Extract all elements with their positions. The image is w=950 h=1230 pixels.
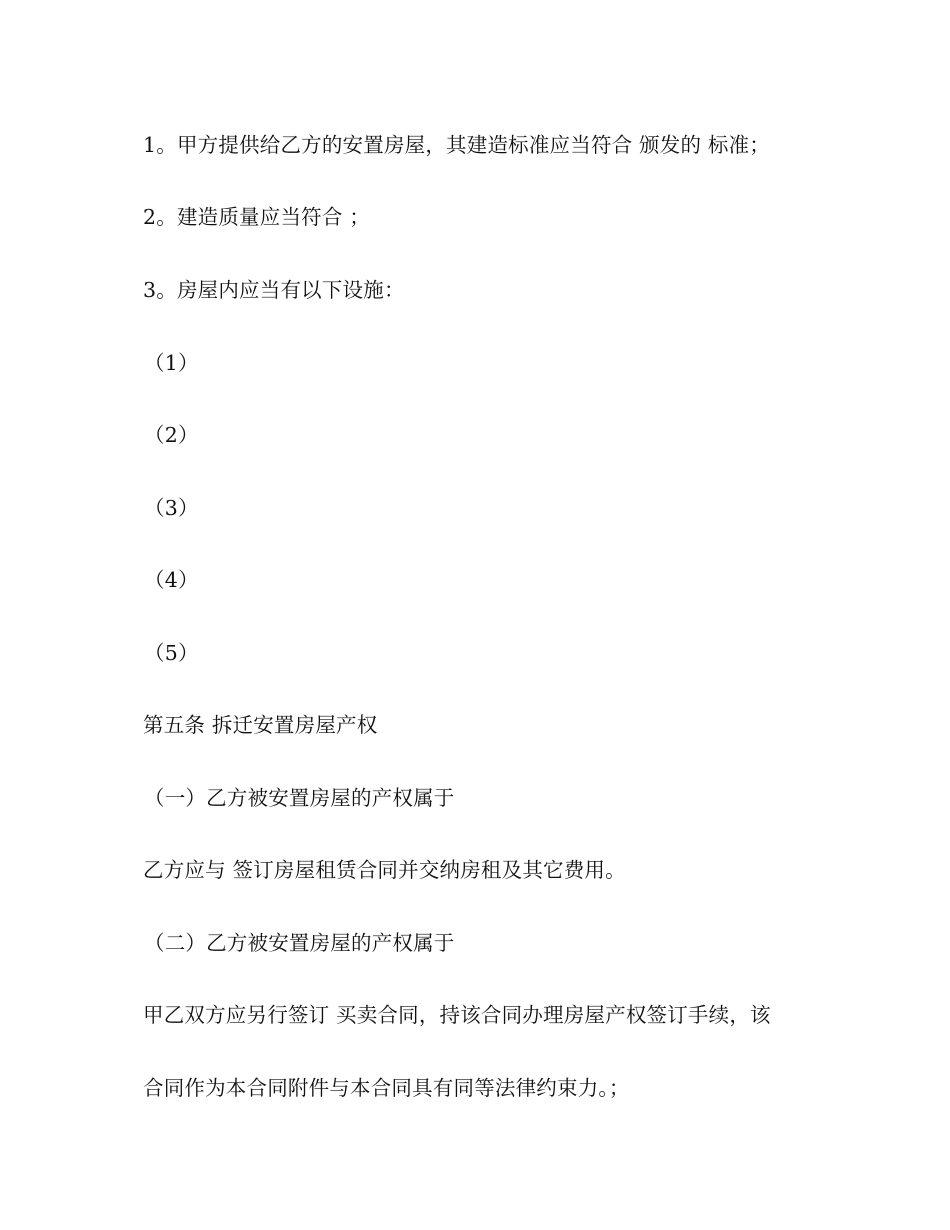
facility-item-5: （5） — [144, 641, 199, 665]
clause-line-1: 1。甲方提供给乙方的安置房屋，其建造标准应当符合 颁发的 标准； — [143, 133, 770, 157]
body-paragraph-line: 合同作为本合同附件与本合同具有同等法律约束力。； — [143, 1076, 630, 1100]
sub-clause-2: （二）乙方被安置房屋的产权属于 — [144, 931, 455, 955]
sub-clause-1: （一）乙方被安置房屋的产权属于 — [144, 786, 455, 810]
body-paragraph-line: 乙方应与 签订房屋租赁合同并交纳房租及其它费用。 — [143, 858, 626, 882]
clause-line-2: 2。建造质量应当符合 ； — [143, 205, 370, 229]
clause-line-3: 3。房屋内应当有以下设施： — [143, 278, 405, 302]
facility-item-2: （2） — [144, 423, 199, 447]
facility-item-3: （3） — [144, 496, 199, 520]
article-heading: 第五条 拆迁安置房屋产权 — [143, 713, 378, 737]
facility-item-4: （4） — [144, 568, 199, 592]
facility-item-1: （1） — [144, 351, 199, 375]
body-paragraph-line: 甲乙双方应另行签订 买卖合同，持该合同办理房屋产权签订手续，该 — [143, 1003, 771, 1027]
